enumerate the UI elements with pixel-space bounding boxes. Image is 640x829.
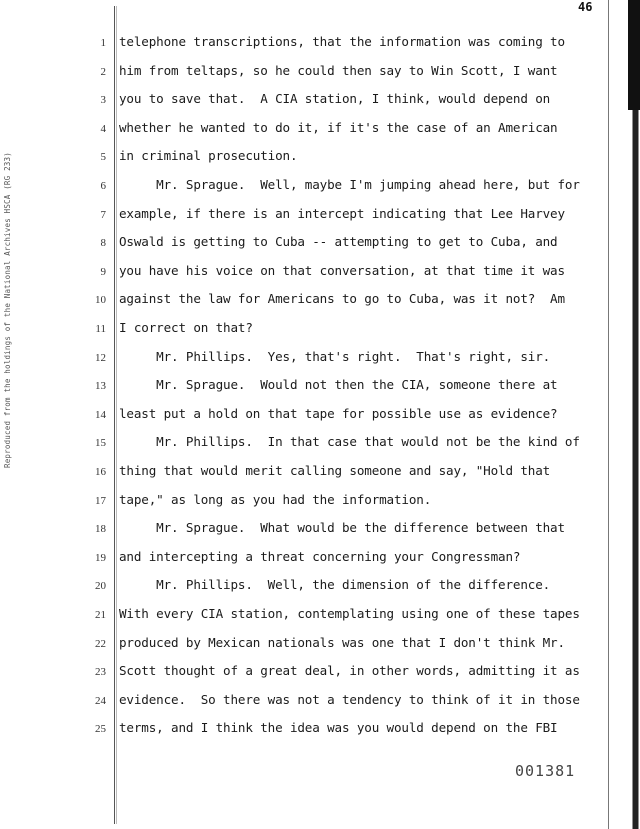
line-text: Scott thought of a great deal, in other words, admitting it as — [119, 663, 580, 679]
line-number: 7 — [100, 208, 106, 221]
line-number: 5 — [100, 151, 106, 164]
transcript-line — [0, 434, 610, 454]
line-number: 23 — [95, 666, 106, 679]
transcript-line — [0, 349, 610, 369]
transcript-line — [0, 91, 610, 111]
transcript-line — [0, 177, 610, 197]
transcript-line — [0, 291, 610, 311]
transcript-line — [0, 34, 610, 54]
line-number: 3 — [100, 94, 106, 107]
line-text: least put a hold on that tape for possible use as evidence? — [119, 405, 558, 421]
transcript-line — [0, 692, 610, 712]
line-text: Mr. Phillips. Yes, that's right. That's right, sir. — [119, 348, 551, 364]
line-number: 11 — [95, 323, 106, 335]
transcript-line — [0, 63, 610, 83]
transcript-line — [0, 406, 610, 426]
line-text: Mr. Phillips. In that case that would not be the kind of — [119, 434, 580, 450]
line-text: Oswald is getting to Cuba -- attempting to get to Cuba, and — [119, 234, 558, 250]
transcript-line — [0, 520, 610, 540]
transcript-line — [0, 720, 610, 740]
line-text: him from teltaps, so he could then say to Win Scott, I want — [119, 62, 558, 78]
line-number: 24 — [95, 694, 106, 707]
line-text: example, if there is an intercept indicating that Lee Harvey — [119, 205, 565, 221]
line-number: 8 — [100, 237, 106, 250]
line-text: I correct on that? — [119, 320, 253, 335]
line-text: tape," as long as you had the information. — [119, 491, 432, 507]
line-number: 13 — [95, 380, 106, 393]
page-number: 46 — [578, 0, 593, 14]
line-text: you to save that. A CIA station, I think, would depend on — [119, 91, 551, 107]
transcript-line — [0, 492, 610, 512]
transcript-line — [0, 120, 610, 140]
line-text: against the law for Americans to go to Cuba, was it not? Am — [119, 291, 565, 307]
line-number: 2 — [100, 65, 106, 78]
line-text: evidence. So there was not a tendency to think of it in those — [119, 691, 580, 707]
line-number: 9 — [100, 265, 106, 278]
line-text: Mr. Phillips. Well, the dimension of the difference. — [119, 577, 551, 593]
line-text: Mr. Sprague. What would be the difference between that — [119, 520, 565, 536]
transcript-line — [0, 377, 610, 397]
line-number: 25 — [95, 723, 106, 736]
transcript-line — [0, 320, 610, 340]
line-number: 14 — [95, 408, 106, 421]
transcript-line — [0, 206, 610, 226]
line-text: you have his voice on that conversation, at that time it was — [119, 262, 565, 278]
line-number: 17 — [95, 494, 106, 507]
line-number: 15 — [95, 437, 106, 450]
line-text: in criminal prosecution. — [119, 148, 298, 164]
line-number: 22 — [95, 637, 106, 650]
page-edge-shadow-top — [628, 0, 640, 110]
line-text: Mr. Sprague. Well, maybe I'm jumping ahead here, but for — [119, 177, 580, 192]
transcript-line — [0, 148, 610, 168]
transcript-line — [0, 663, 610, 683]
line-text: With every CIA station, contemplating using one of these tapes — [119, 606, 580, 621]
transcript-line — [0, 606, 610, 626]
line-number: 16 — [95, 466, 106, 478]
page-edge-shadow — [630, 0, 640, 829]
transcript-line — [0, 234, 610, 254]
transcript-line — [0, 635, 610, 655]
line-number: 1 — [100, 37, 106, 49]
transcript-line — [0, 549, 610, 569]
line-text: and intercepting a threat concerning your Congressman? — [119, 548, 521, 564]
line-number: 20 — [95, 580, 106, 593]
line-number: 18 — [95, 523, 106, 536]
line-text: thing that would merit calling someone and say, "Hold that — [119, 463, 551, 478]
line-number: 4 — [100, 122, 106, 135]
line-number: 12 — [95, 351, 106, 364]
document-control-number: 001381 — [515, 762, 576, 780]
line-number: 21 — [95, 609, 106, 621]
transcript-line — [0, 263, 610, 283]
line-text: produced by Mexican nationals was one that I don't think Mr. — [119, 634, 565, 650]
transcript-line — [0, 577, 610, 597]
archive-side-stamp: Reproduced from the holdings of the National Archives HSCA (RG 233) — [3, 152, 12, 468]
transcript-line — [0, 463, 610, 483]
line-number: 19 — [95, 551, 106, 564]
line-text: telephone transcriptions, that the information was coming to — [119, 34, 565, 49]
line-number: 10 — [95, 294, 106, 307]
line-text: whether he wanted to do it, if it's the case of an American — [119, 119, 558, 135]
line-number: 6 — [100, 180, 106, 192]
line-text: Mr. Sprague. Would not then the CIA, someone there at — [119, 377, 558, 393]
line-text: terms, and I think the idea was you would depend on the FBI — [119, 720, 558, 736]
